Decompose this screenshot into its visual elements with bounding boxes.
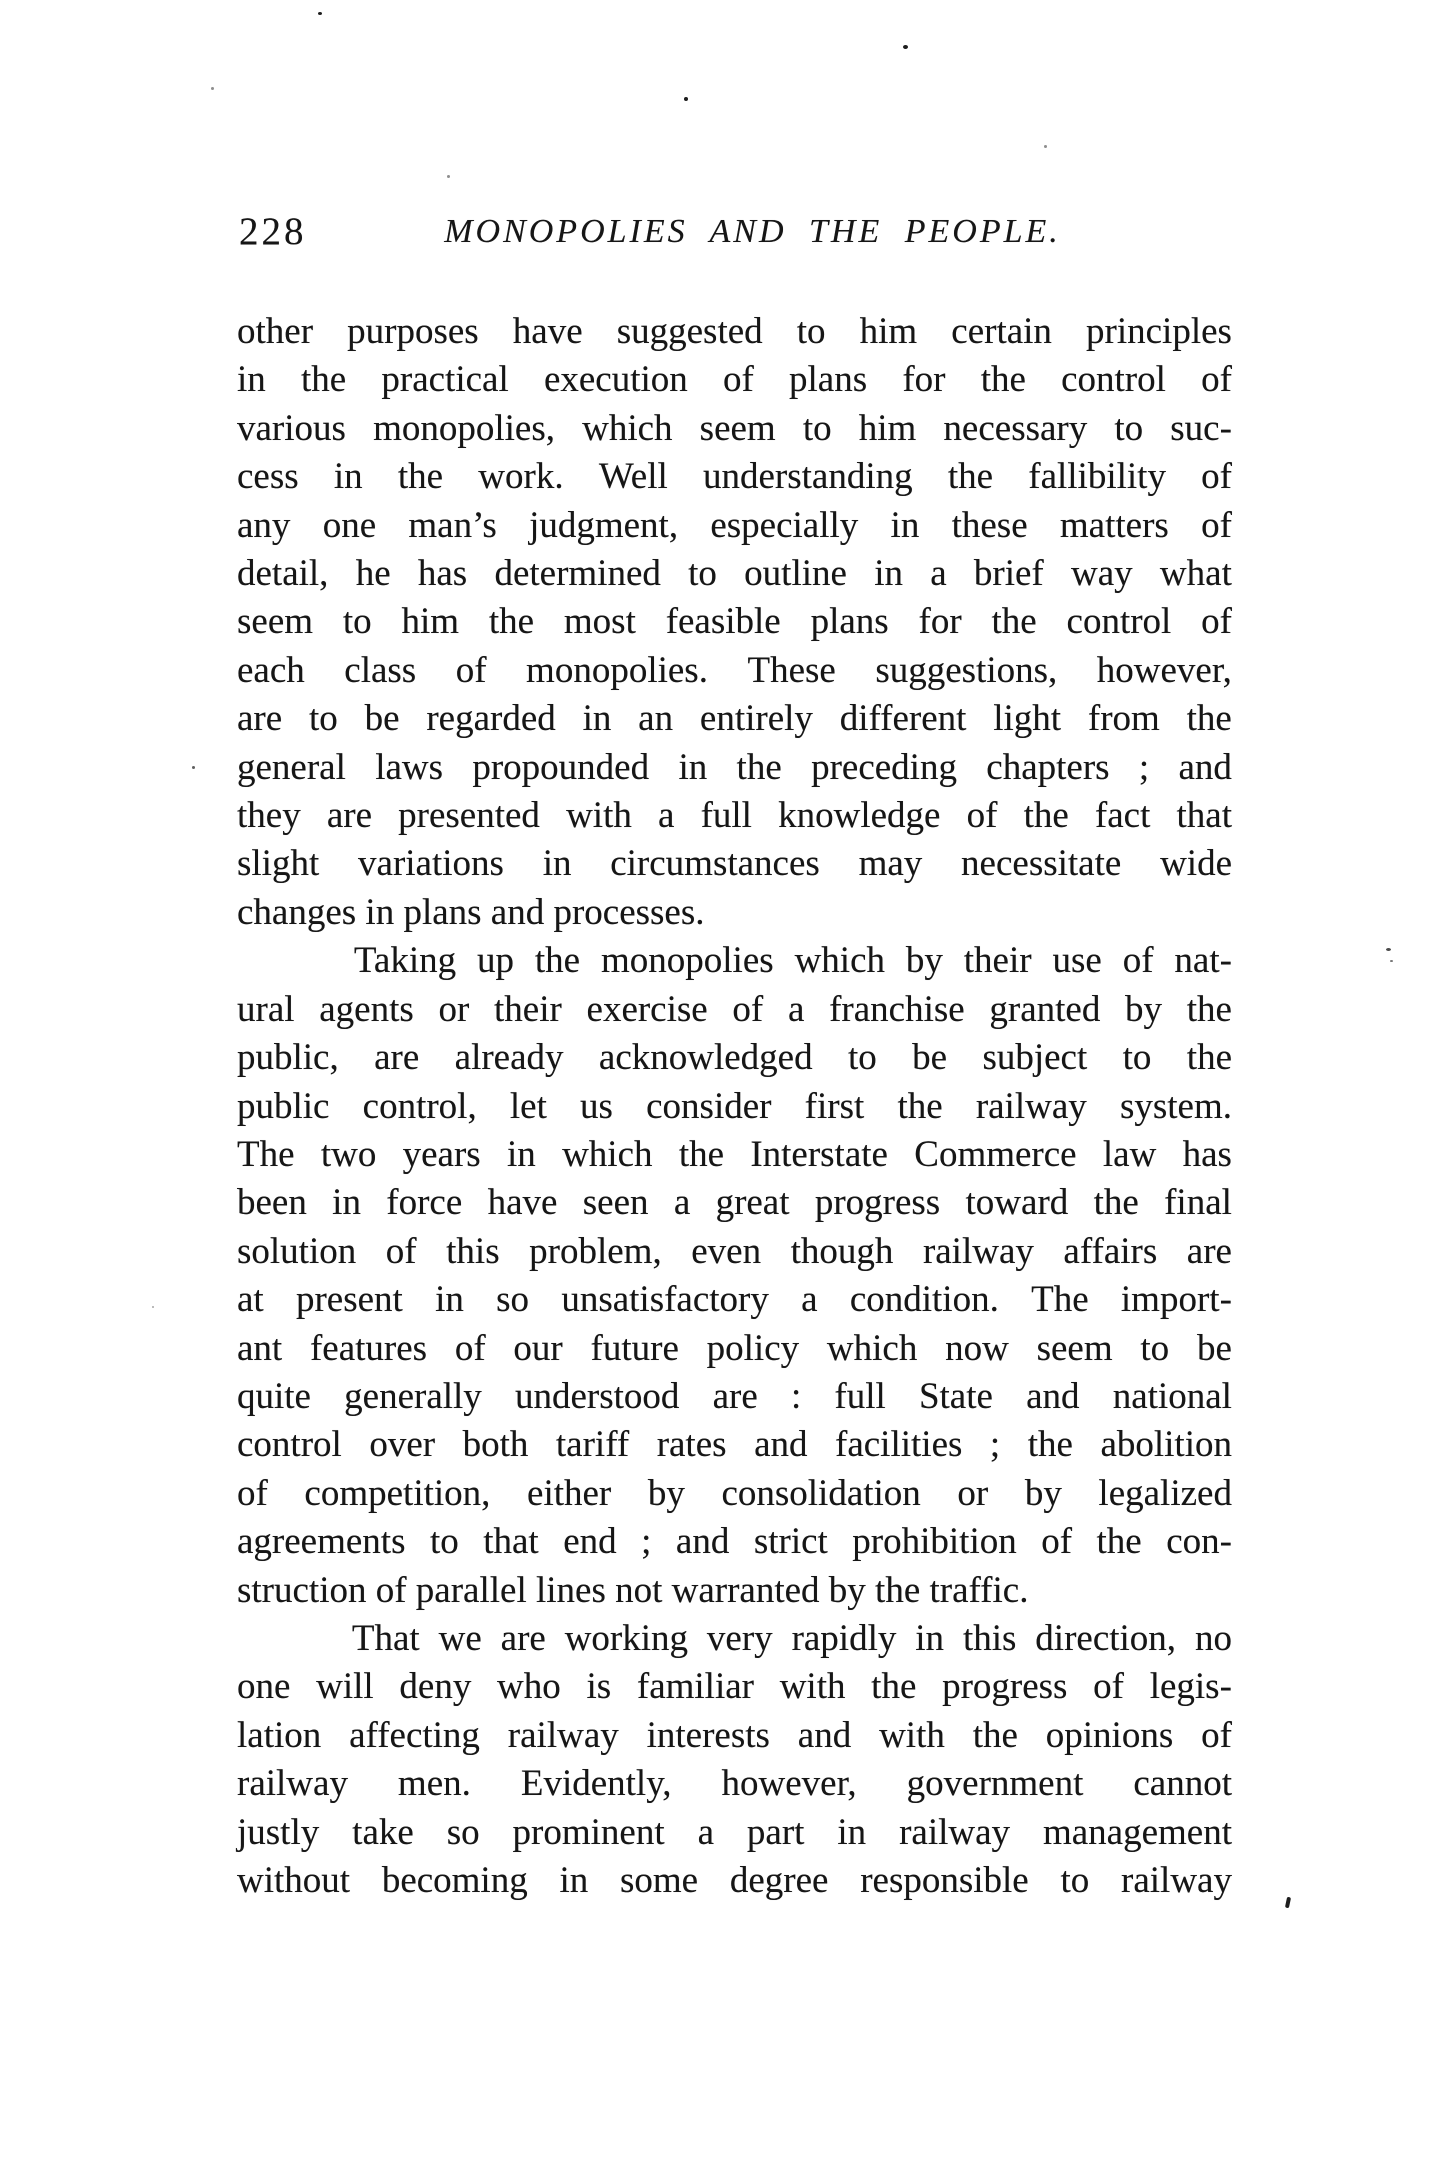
text-line: general laws propounded in the preceding chapters ; and xyxy=(237,746,1232,788)
text-line: agreements to that end ; and strict prohibition of the con- xyxy=(237,1521,1232,1563)
text-line: quite generally understood are : full State and national xyxy=(237,1375,1232,1417)
text-line: changes in plans and processes. xyxy=(237,891,705,933)
scan-speck xyxy=(903,45,908,49)
text-line: they are presented with a full knowledge of the fact that xyxy=(237,795,1232,837)
text-line: The two years in which the Interstate Commerce law has xyxy=(237,1133,1232,1175)
text-line: ant features of our future policy which now seem to be xyxy=(237,1327,1232,1369)
text-line: various monopolies, which seem to him necessary to suc- xyxy=(237,407,1232,449)
text-line: detail, he has determined to outline in a brief way what xyxy=(237,553,1232,595)
scan-speck xyxy=(1386,948,1391,951)
text-line: ural agents or their exercise of a franchise granted by the xyxy=(237,988,1232,1030)
text-line: been in force have seen a great progress toward the final xyxy=(237,1182,1232,1224)
text-line: justly take so prominent a part in railway management xyxy=(237,1811,1232,1853)
scan-speck xyxy=(211,87,214,90)
text-line: of competition, either by consolidation or by legalized xyxy=(237,1472,1232,1514)
page-number: 228 xyxy=(239,210,307,253)
scan-speck xyxy=(192,766,195,769)
text-line: each class of monopolies. These suggestions, however, xyxy=(237,649,1232,691)
scan-speck xyxy=(447,175,450,178)
text-line: railway men. Evidently, however, government cannot xyxy=(237,1763,1232,1805)
text-line: at present in so unsatisfactory a condition. The import- xyxy=(237,1279,1232,1321)
scan-speck xyxy=(1044,145,1047,148)
text-line: any one man’s judgment, especially in these matters of xyxy=(237,504,1232,546)
text-line: one will deny who is familiar with the progress of legis- xyxy=(237,1666,1232,1708)
text-line: control over both tariff rates and facilities ; the abolition xyxy=(237,1424,1232,1466)
text-line: cess in the work. Well understanding the fallibility of xyxy=(237,456,1232,498)
text-line: struction of parallel lines not warranted by the traffic. xyxy=(237,1569,1029,1611)
text-line: public, are already acknowledged to be subject to the xyxy=(237,1037,1232,1079)
running-title: MONOPOLIES AND THE PEOPLE. xyxy=(444,213,1061,250)
paragraph-indent xyxy=(237,937,333,985)
paragraph-indent xyxy=(237,1615,333,1663)
text-line: lation affecting railway interests and with the opinions of xyxy=(237,1714,1232,1756)
text-line: slight variations in circumstances may necessitate wide xyxy=(237,843,1232,885)
text-line: public control, let us consider first the railway system. xyxy=(237,1085,1232,1127)
text-line: That we are working very rapidly in this direction, no xyxy=(237,1615,1232,1663)
text-line: other purposes have suggested to him certain principles xyxy=(237,311,1232,352)
page-body xyxy=(237,308,1232,1905)
text-line: in the practical execution of plans for the control of xyxy=(237,359,1232,401)
text-line: solution of this problem, even though railway affairs are xyxy=(237,1230,1232,1272)
scan-speck xyxy=(152,1306,154,1308)
scan-speck xyxy=(1390,960,1393,962)
text-line: Taking up the monopolies which by their use of nat- xyxy=(237,937,1232,985)
text-line: without becoming in some degree responsible to railway xyxy=(237,1860,1232,1901)
running-head xyxy=(237,211,1232,253)
scan-speck xyxy=(1285,1897,1291,1909)
text-line: are to be regarded in an entirely different light from the xyxy=(237,698,1232,740)
scan-speck xyxy=(684,97,688,101)
text-block xyxy=(237,0,1232,1905)
scan-speck xyxy=(318,12,322,15)
text-line: seem to him the most feasible plans for the control of xyxy=(237,601,1232,643)
